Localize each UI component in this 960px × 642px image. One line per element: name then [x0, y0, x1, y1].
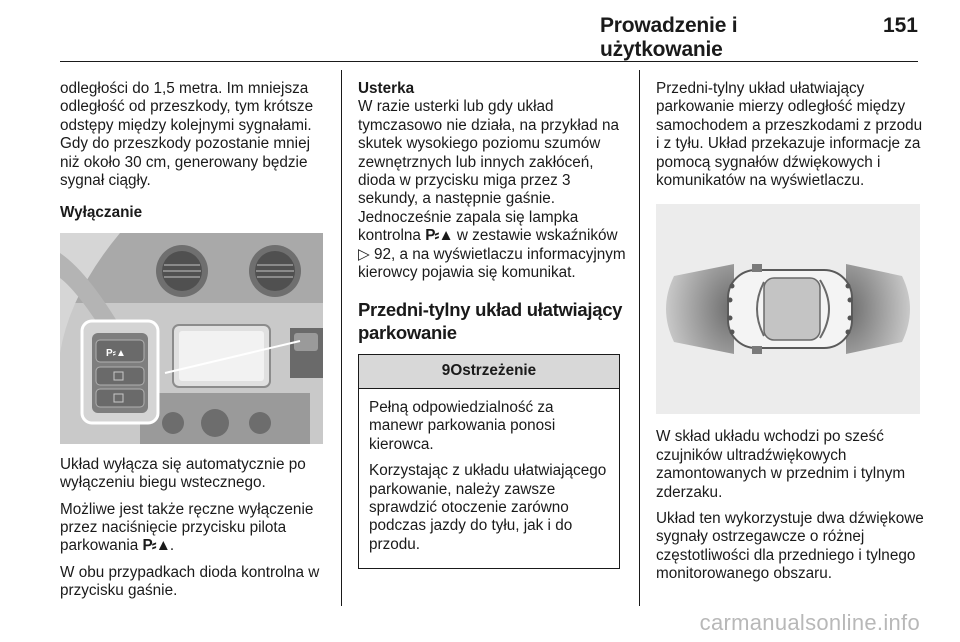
rear-sensor-zone	[666, 264, 734, 354]
paragraph-led-off: W obu przypadkach dioda kontrolna w przycisku gaśnie.	[60, 563, 320, 600]
car-sensor-diagram	[656, 204, 920, 414]
warning-box	[358, 354, 620, 569]
paragraph-measure: Przedni-tylny układ ułatwiający parkowanie mierzy odległość między samochodem a przeszkodami z przodu i z tyłu. Układ przekazuje informacje za pomocą sygnałów dźwiękowych i komunikatów na wyświetlaczu.	[656, 80, 923, 190]
header-rule	[60, 61, 918, 62]
dashboard-illustration	[60, 233, 323, 444]
section-heading-parking-assist: Przedni-tylny układ ułatwiający parkowanie	[358, 299, 623, 344]
heading-usterka: Usterka	[358, 80, 415, 97]
column-divider-1	[341, 70, 342, 606]
park-pilot-button-label: P⸗▲	[106, 347, 126, 359]
page-title: Prowadzenie i użytkowanie	[600, 14, 738, 61]
paragraph-auto-off: Układ wyłącza się automatycznie po wyłączeniu biegu wstecznego.	[60, 455, 306, 492]
front-sensor-zone	[846, 264, 910, 354]
park-pilot-icon: P⸗▲	[142, 537, 170, 555]
paragraph-manual-off: Możliwe jest także ręczne wyłączenie przez naciśnięcie przycisku pilota parkowania P⸗▲.	[60, 500, 314, 555]
column-1	[60, 80, 330, 609]
paragraph-signals: Układ ten wykorzystuje dwa dźwiękowe sygnały ostrzegawcze o różnej częstotliwości dla przedniego i tylnego monitorowanego obszaru.	[656, 510, 924, 583]
heading-wylaczanie: Wyłączanie	[60, 204, 143, 222]
paragraph-intro: odległości do 1,5 metra. Im mniejsza odległość od przeszkody, tym krótsze odstępy między kolejnymi sygnałami. Gdy do przeszkody pozostanie mniej niż około 30 cm, generowany będzie sygnał ciągły.	[60, 80, 314, 190]
page-reference-icon: ▷	[358, 245, 370, 263]
column-2	[358, 80, 626, 569]
column-3	[656, 80, 924, 592]
paragraph-fault: W razie usterki lub gdy układ tymczasowo nie działa, na przykład na skutek wysokiego poziomu szumów zewnętrznych lub innych zakłóceń, dioda w przycisku miga przez 3 sekundy, a następnie gaśnie. Jednocześnie zapala się lampka kontrolna P⸗▲ w zestawie wskaźników ▷ 92, a na wyświetlaczu informacyjnym kierowcy pojawia się komunikat.	[358, 98, 626, 282]
car-top-view	[728, 264, 852, 354]
warning-paragraph-2: Korzystając z układu ułatwiającego parkowanie, należy zawsze sprawdzić otoczenie zarówno podczas jazdy do tyłu, jak i do przodu.	[369, 462, 607, 553]
warning-body	[359, 389, 619, 568]
column-divider-2	[639, 70, 640, 606]
warning-header	[359, 355, 619, 388]
paragraph-sensors: W skład układu wchodzi po sześć czujników ultradźwiękowych zamontowanych w przednim i tylnym zderzaku.	[656, 428, 906, 501]
warning-paragraph-1: Pełną odpowiedzialność za manewr parkowania ponosi kierowca.	[369, 398, 556, 453]
sensor-coverage-figure	[656, 204, 920, 414]
park-pilot-icon: P⸗▲	[425, 227, 453, 245]
warning-icon: 9	[441, 362, 451, 380]
air-vent-right	[249, 245, 301, 297]
air-vent-left	[156, 245, 208, 297]
dashboard-figure	[60, 233, 323, 444]
page-number: 151	[882, 14, 918, 37]
warning-title: Ostrzeżenie	[450, 362, 537, 380]
watermark: carmanualsonline.info	[699, 610, 920, 635]
